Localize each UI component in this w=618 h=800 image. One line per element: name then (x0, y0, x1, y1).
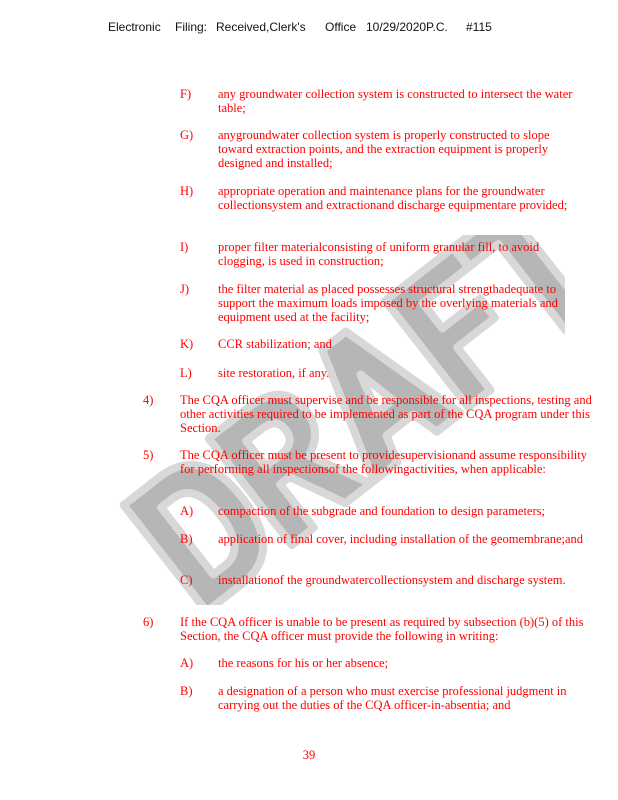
list-item (180, 282, 590, 326)
header-number: #115 (466, 20, 492, 34)
item-text: anygroundwater collection system is properly constructed to slope toward extraction points, and the extraction equipment is properly designed and installed; (218, 128, 550, 170)
item-text: If the CQA officer is unable to be present as required by subsection (b)(5) of this Section, the CQA officer must provide the following in writing: (180, 615, 584, 643)
header-electronic: Electronic (108, 20, 161, 34)
item-text: any groundwater collection system is constructed to intersect the water table; (218, 87, 573, 115)
item-marker: 4) (143, 393, 154, 407)
list-item (180, 656, 590, 672)
item-marker: F) (180, 87, 192, 101)
item-text: compaction of the subgrade and foundation to design parameters; (218, 504, 545, 518)
item-text: The CQA officer must supervise and be responsible for all inspections, testing and other activities required to be implemented as part of the CQA program under this Section. (180, 393, 592, 435)
item-marker: B) (180, 684, 193, 698)
item-marker: K) (180, 337, 194, 351)
list-item (180, 184, 590, 228)
list-item (180, 573, 590, 603)
item-marker: 5) (143, 448, 154, 462)
item-marker: I) (180, 240, 189, 254)
page-number: 39 (302, 748, 316, 762)
section-item (143, 615, 593, 645)
item-text: The CQA officer must be present to providesupervisionand assume responsibility for performing all inspectionsof the followingactivities, when applicable: (180, 448, 587, 476)
item-marker: A) (180, 504, 194, 518)
item-text: CCR stabilization; and (218, 337, 332, 351)
header-filing: Filing: (175, 20, 208, 34)
item-text: a designation of a person who must exercise professional judgment in carrying out the duties of the CQA officer-in-absentia; and (218, 684, 567, 712)
list-item (180, 337, 590, 353)
header-date: 10/29/2020P.C. (366, 20, 448, 34)
item-marker: A) (180, 656, 194, 670)
item-text: the reasons for his or her absence; (218, 656, 389, 670)
item-text: installationof the groundwatercollectionsystem and discharge system. (218, 573, 566, 587)
item-marker: B) (180, 532, 193, 546)
section-item (143, 393, 593, 437)
list-item (180, 684, 590, 714)
list-item (180, 240, 590, 270)
item-marker: 6) (143, 615, 154, 629)
item-text: appropriate operation and maintenance plans for the groundwater collectionsystem and extractionand discharge equipmentare provided; (218, 184, 568, 212)
item-marker: C) (180, 573, 193, 587)
filing-header (0, 20, 618, 36)
item-marker: L) (180, 366, 192, 380)
item-marker: J) (180, 282, 190, 296)
section-item (143, 448, 593, 492)
list-item (180, 128, 590, 172)
list-item (180, 87, 590, 117)
item-marker: G) (180, 128, 194, 142)
item-text: application of final cover, including installation of the geomembrane;and (218, 532, 584, 546)
item-text: proper filter materialconsisting of uniform granular fill, to avoid clogging, is used in construction; (218, 240, 540, 268)
list-item (180, 532, 590, 562)
item-marker: H) (180, 184, 194, 198)
header-office: Office (325, 20, 357, 34)
list-item (180, 504, 590, 520)
item-text: site restoration, if any. (218, 366, 330, 380)
list-item (180, 366, 590, 382)
header-received: Received,Clerk's (216, 20, 306, 34)
item-text: the filter material as placed possesses structural strengthadequate to support the maximum loads imposed by the overlying materials and equipment used at the facility; (218, 282, 558, 324)
